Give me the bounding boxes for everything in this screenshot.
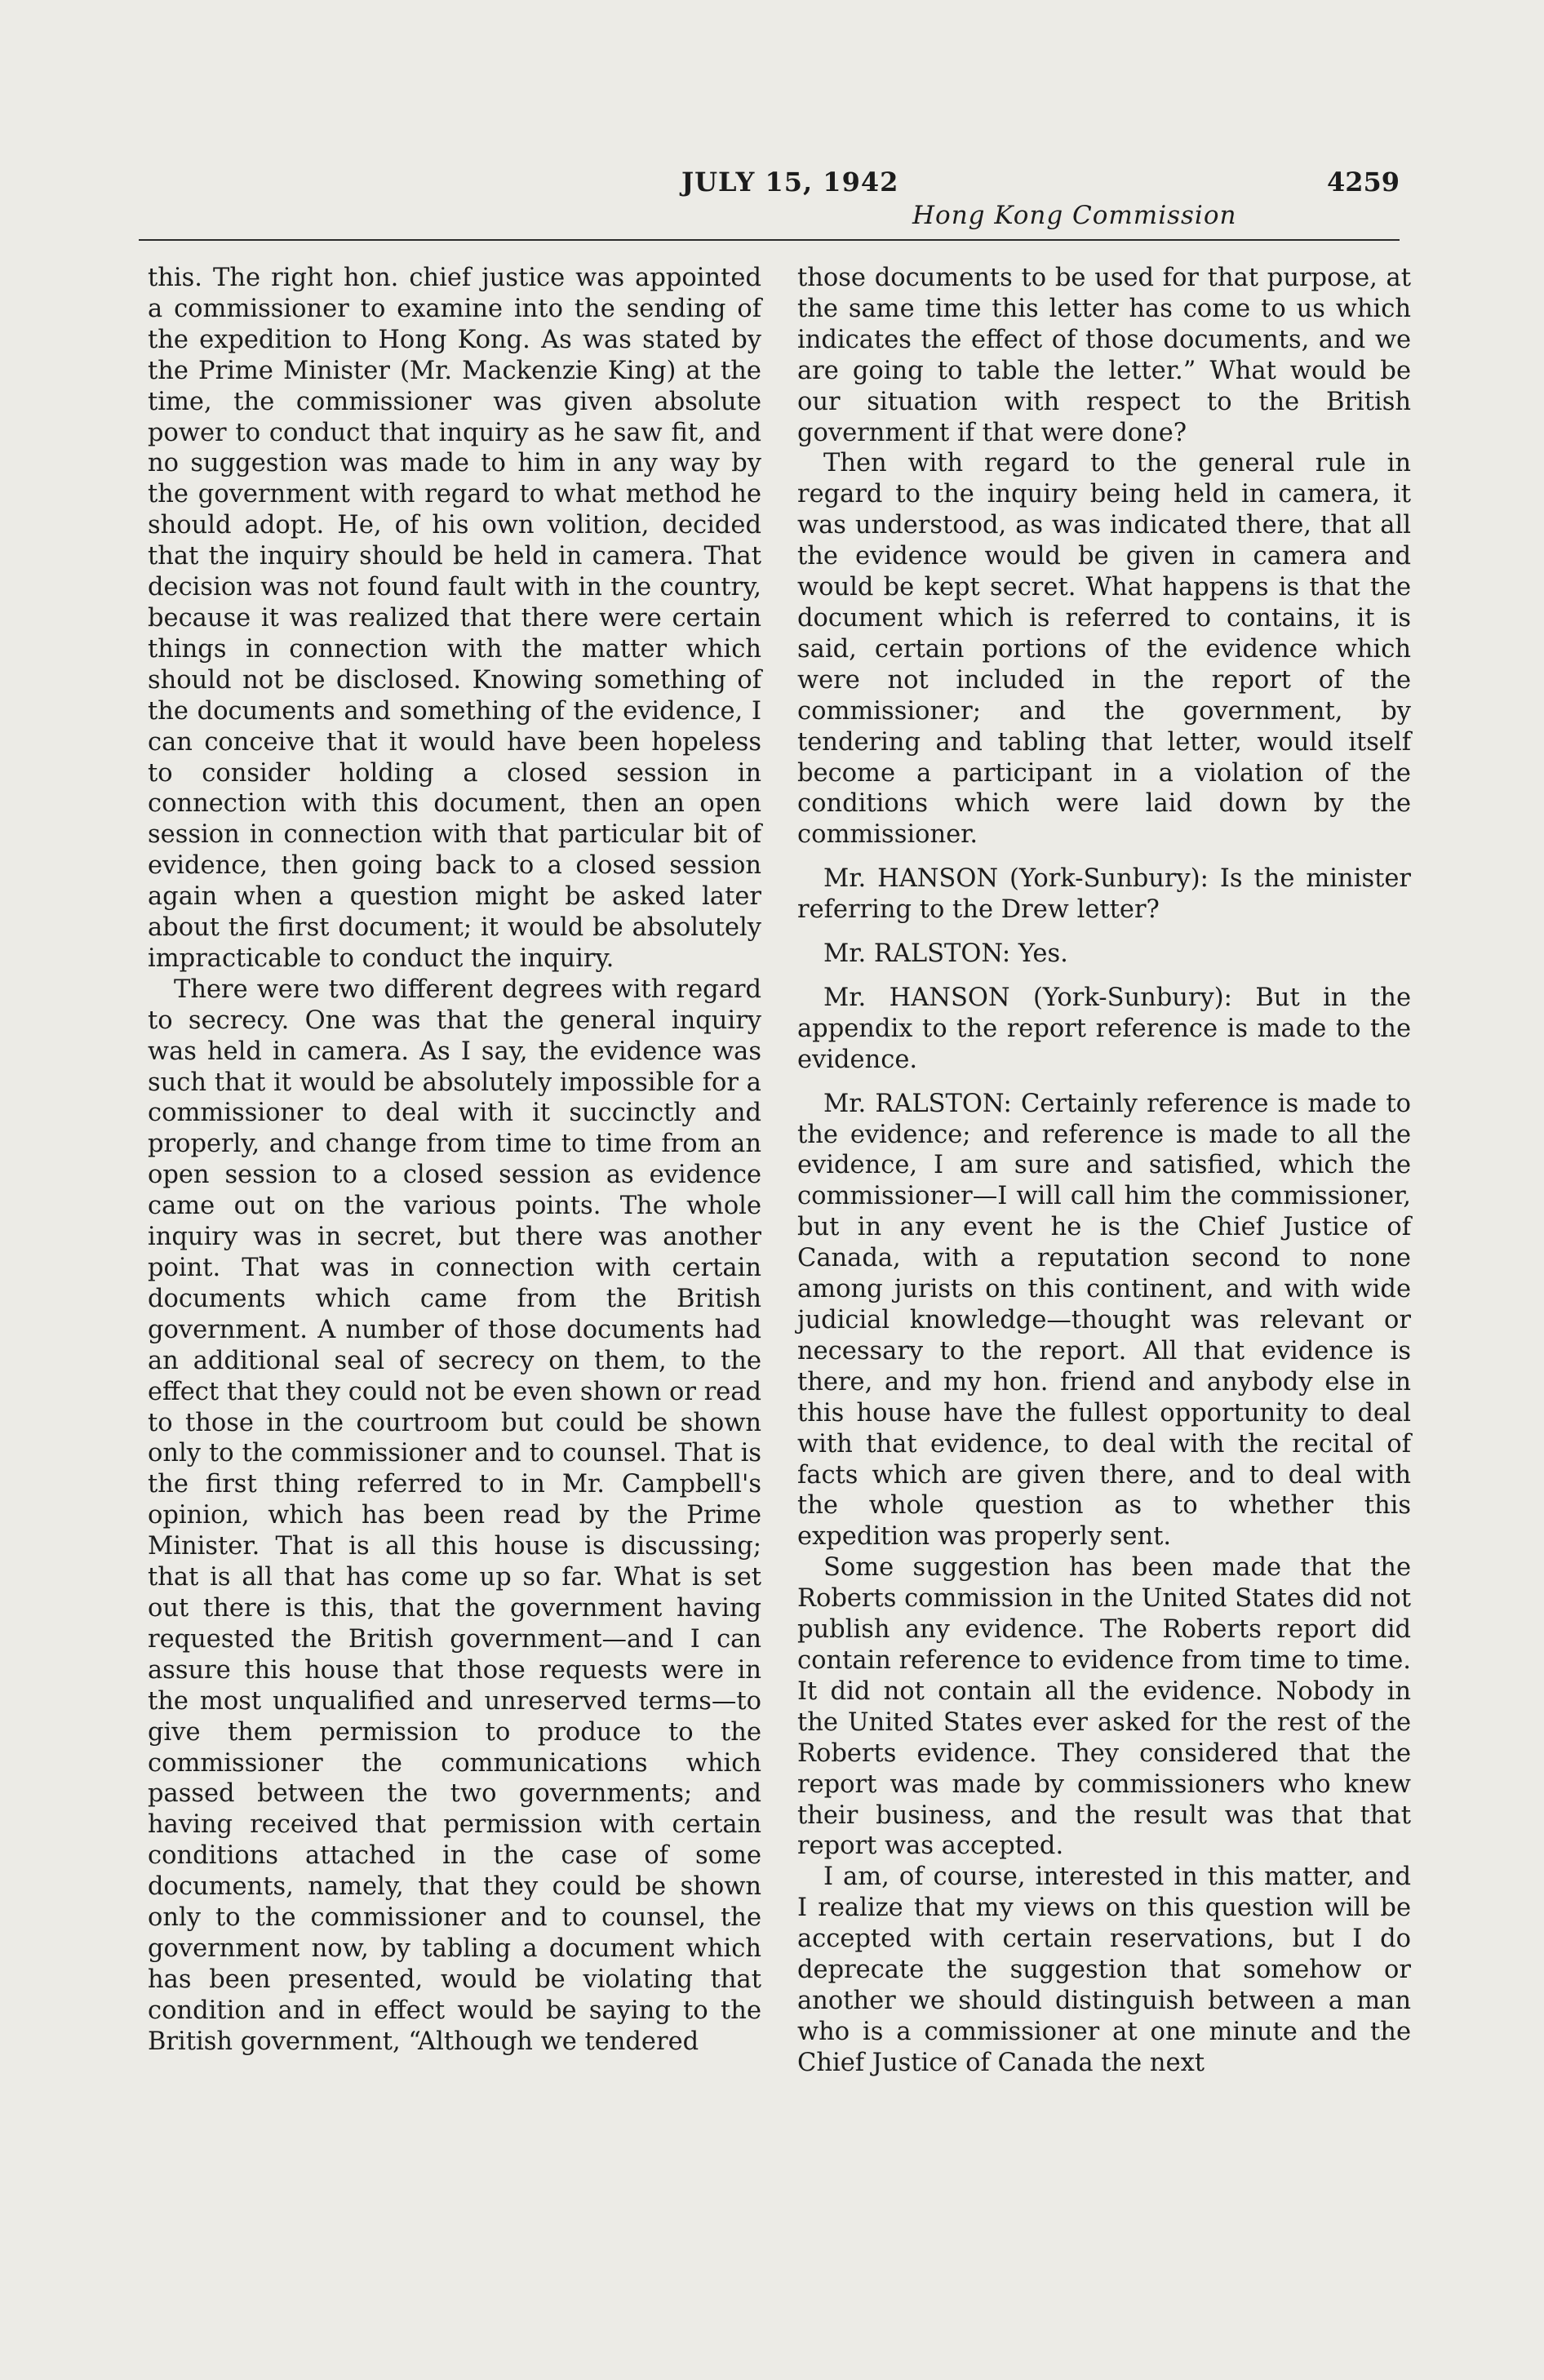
paragraph: those documents to be used for that purpose, at the same time this letter has come to us which indicates the effect of those documents, and we are going to table the letter.” What would be our situation with respect to the British government if that were done? — [797, 264, 1411, 447]
speech-hanson: Mr. HANSON (York-Sunbury): But in the appendix to the report reference is made to the evidence. — [797, 983, 1411, 1074]
paragraph: There were two different degrees with regard to secrecy. One was that the general inquiry was held in camera. As I say, the evidence was such that it would be absolutely impossible for a commissioner to deal with it succinctly and properly, and change from time to time from an open session to a closed session as evidence came out on the various points. The whole inquiry was in secret, but there was another point. That was in connection with certain documents which came from the British government. A number of those documents had an additional seal of secrecy on them, to the effect that they could not be even shown or read to those in the courtroom but could be shown only to the commissioner and to counsel. That is the first thing referred to in Mr. Campbell's opinion, which has been read by the Prime Minister. That is all this house is discussing; that is all that has come up so far. What is set out there is this, that the government having requested the British government—and I can assure this house that those requests were in the most unqualified and unreserved terms—to give them permission to produce to the commissioner the communications which passed between the two governments; and having received that permission with certain conditions attached in the case of some documents, namely, that they could be shown only to the commissioner and to counsel, the government now, by tabling a document which has been presented, would be violating that condition and in effect would be saying to the British government, “Although we tendered — [148, 975, 761, 2056]
right-column — [797, 263, 1411, 2079]
page-number: 4259 — [1326, 167, 1400, 198]
running-title: Hong Kong Commission — [912, 201, 1237, 230]
paragraph: I am, of course, interested in this matter, and I realize that my views on this question will be accepted with certain reservations, but I do deprecate the suggestion that somehow or another we should distinguish between a man who is a commissioner at one minute and the Chief Justice of Canada the next — [797, 1863, 1411, 2077]
page-header — [139, 160, 1400, 242]
header-date: JULY 15, 1942 — [681, 167, 899, 198]
paragraph: this. The right hon. chief justice was appointed a commissioner to examine into the sending of the expedition to Hong Kong. As was stated by the Prime Minister (Mr. Mackenzie King) at the time, the commissioner was given absolute power to conduct that inquiry as he saw fit, and no suggestion was made to him in any way by the government with regard to what method he should adopt. He, of his own volition, decided that the inquiry should be held in camera. That decision was not found fault with in the country, because it was realized that there were certain things in connection with the matter which should not be disclosed. Knowing something of the documents and something of the evidence, I can conceive that it would have been hopeless to consider holding a closed session in connection with this document, then an open session in connection with that particular bit of evidence, then going back to a closed session again when a question might be asked later about the first document; it would be absolutely impracticable to conduct the inquiry. — [148, 264, 761, 973]
speech-ralston: Mr. RALSTON: Yes. — [823, 939, 1068, 969]
paragraph: Then with regard to the general rule in regard to the inquiry being held in camera, it was understood, as was indicated there, that all the evidence would be given in camera and would be kept secret. What happens is that the document which is referred to contains, it is said, certain portions of the evidence which were not included in the report of the commissioner; and the government, by tendering and tabling that letter, would itself become a participant in a violation of the conditions which were laid down by the commissioner. — [797, 449, 1411, 850]
paragraph: Some suggestion has been made that the Roberts commission in the United States did not publish any evidence. The Roberts report did contain reference to evidence from time to time. It did not contain all the evidence. Nobody in the United States ever asked for the rest of the Roberts evidence. They considered that the report was made by commissioners who knew their business, and the result was that that report was accepted. — [797, 1553, 1412, 1861]
left-column — [148, 263, 761, 2058]
speech-hanson: Mr. HANSON (York-Sunbury): Is the minister referring to the Drew letter? — [797, 864, 1411, 925]
header-rule — [139, 239, 1400, 241]
speech-ralston: Mr. RALSTON: Certainly reference is made to the evidence; and reference is made to all the evidence, I am sure and satisfied, which the commissioner—I will call him the commissioner, but in any event he is the Chief Justice of Canada, with a reputation second to none among jurists on this continent, and with wide judicial knowledge—thought was relevant or necessary to the report. All that evidence is there, and my hon. friend and anybody else in this house have the fullest opportunity to deal with that evidence, to deal with the recital of facts which are given there, and to deal with the whole question as to whether this expedition was properly sent. — [797, 1089, 1411, 1552]
